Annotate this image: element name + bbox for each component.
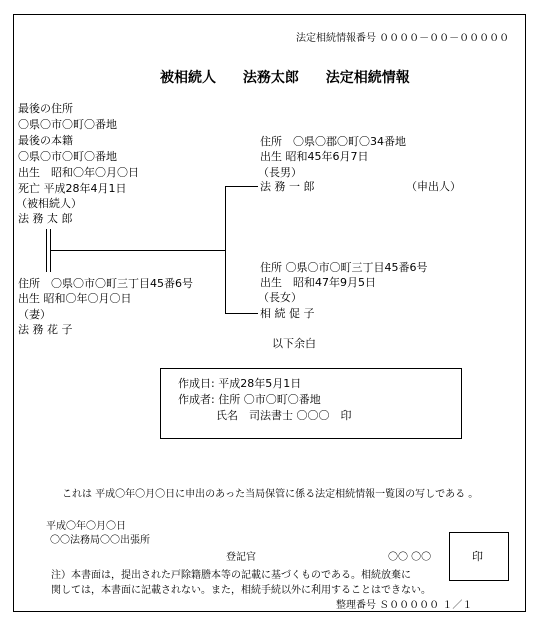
creator-name: 氏名 司法書士 〇〇〇 印	[216, 409, 352, 422]
spouse-birth: 出生 昭和〇年〇月〇日	[18, 292, 132, 305]
child1-birth: 出生 昭和45年6月7日	[260, 150, 369, 163]
spouse-name: 法 務 花 子	[18, 323, 73, 336]
registrar-label: 登記官	[226, 552, 256, 563]
child1-role: （長男）	[258, 166, 302, 179]
creation-date: 作成日: 平成28年5月1日	[178, 377, 302, 390]
child2-branch	[225, 313, 258, 314]
deceased-birth: 出生 昭和〇年〇月〇日	[18, 166, 139, 179]
registrar-name: 〇〇 〇〇	[388, 552, 432, 563]
deceased-name: 法 務 太 郎	[18, 212, 73, 225]
child2-birth: 出生 昭和47年9月5日	[260, 276, 376, 289]
note-line-2: 関しては，本書面に記載されない。また，相続手続以外に利用することはできない。	[51, 585, 431, 596]
certification-statement: これは 平成〇年〇月〇日に申出のあった当局保管に係る法定相続情報一覧図の写しである 。	[62, 489, 479, 500]
creator-address: 作成者: 住所 〇市〇町〇番地	[178, 393, 321, 406]
marriage-line-left	[46, 229, 47, 272]
document-number: 法定相続情報番号 ００００－００－０００００	[296, 33, 510, 44]
issue-date: 平成〇年〇月〇日	[46, 521, 126, 532]
children-bracket	[225, 186, 226, 314]
title-deceased-name: 法務太郎	[242, 70, 299, 86]
spouse-role: （妻）	[18, 308, 51, 321]
last-address: 〇県〇市〇町〇番地	[18, 118, 117, 131]
child2-name: 相 続 促 子	[260, 307, 315, 320]
note-line-1: 注）本書面は，提出された戸除籍謄本等の記載に基づくものである。相続放棄に	[51, 570, 411, 581]
child2-address: 住所 〇県〇市〇町三丁目45番6号	[260, 261, 428, 274]
page-title	[160, 70, 432, 86]
deceased-role: （被相続人）	[16, 197, 82, 210]
last-address-label: 最後の住所	[18, 102, 73, 115]
child1-name: 法 務 一 郎	[260, 180, 315, 193]
domicile: 〇県〇市〇町〇番地	[18, 150, 117, 163]
title-deceased-label: 被相続人	[160, 70, 216, 86]
domicile-label: 最後の本籍	[18, 134, 73, 147]
issuing-office: 〇〇法務局〇〇出張所	[50, 535, 150, 546]
seal-icon: 印	[472, 550, 483, 563]
child1-branch	[225, 186, 258, 187]
child1-address: 住所 〇県〇郡〇町〇34番地	[260, 135, 406, 148]
descent-line	[50, 250, 225, 251]
child2-role: （長女）	[258, 291, 302, 304]
spouse-address: 住所 〇県〇市〇町三丁目45番6号	[18, 277, 193, 290]
applicant-note: （申出人）	[406, 180, 461, 193]
deceased-death: 死亡 平成28年4月1日	[18, 182, 127, 195]
below-blank-note: 以下余白	[272, 337, 316, 350]
control-number: 整理番号 Ｓ０００００ １／１	[336, 600, 473, 611]
title-document-type: 法定相続情報	[325, 70, 410, 86]
